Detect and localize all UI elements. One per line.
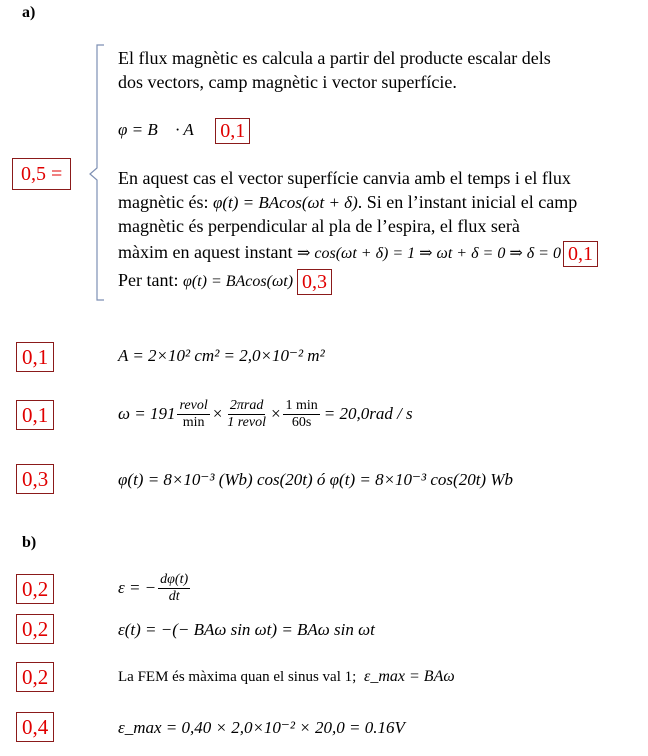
eq-emf-max-val: ε_max = 0,40 × 2,0×10⁻² × 20,0 = 0.16V (118, 718, 405, 737)
omega-f3-num: 1 min (285, 397, 318, 413)
eq-omega: ω = 191 $\frac{\text{revol}}{\min}$ × $\frac{\text{2πrad}}{\text{1 revol}}$ × $\frac{1 \min}{60s}$ = 20,0rad / s (118, 397, 413, 430)
emf-def-lhs: ε = − (118, 578, 157, 597)
eq-area: A = 2×10² cm² = 2,0×10⁻² m² (118, 346, 325, 365)
omega-frac-3 (283, 398, 319, 431)
para2-line3: magnètic és perpendicular al pla de l’espira, el flux serà (118, 216, 520, 236)
para2-line4-a: màxim en aquest instant (118, 242, 297, 262)
score-emf-t: 0,2 (16, 614, 54, 644)
para2-line2-eq: φ(t) = BAcos(ωt + δ) (212, 193, 358, 212)
para2-line5-eq: φ(t) = BAcos(ωt) (183, 273, 294, 290)
score-delta: 0,1 (563, 241, 598, 267)
para2-line1: En aquest cas el vector superfície canvia amb el temps i el flux (118, 168, 571, 188)
section-b-label: b) (22, 534, 37, 551)
score-emf-def: 0,2 (16, 574, 54, 604)
omega-lhs: ω = 191 (118, 404, 176, 423)
emf-max-text-line (118, 668, 455, 686)
eq-emf-def (118, 566, 192, 610)
emf-max-text: La FEM és màxima quan el sinus val 1; (118, 669, 357, 685)
eq-emf-t: ε(t) = −(− BAω sin ωt) = BAω sin ωt (118, 620, 375, 639)
para2-line2-a: magnètic és: (118, 192, 213, 212)
para2-line2-b: . Si en l’instant inicial el camp (357, 192, 578, 212)
omega-f3-den: 60s (291, 414, 312, 430)
eq-phi-t: φ(t) = 8×10⁻³ (Wb) cos(20t) ó φ(t) = 8×10⁻³ cos(20t) Wb (118, 470, 513, 489)
para2-line4-eq: ⇒ cos(ωt + δ) = 1 ⇒ ωt + δ = 0 ⇒ δ = 0 (296, 245, 561, 262)
omega-frac-1 (177, 398, 209, 431)
omega-rhs: = 20,0rad / s (323, 404, 413, 423)
para1-line1: El flux magnètic es calcula a partir del producte escalar dels (118, 48, 551, 68)
emf-def-num: dφ(t) (160, 571, 189, 587)
omega-f1-den: min (182, 414, 205, 430)
score-eq-flux: 0,1 (215, 118, 250, 144)
score-emf-max-val: 0,4 (16, 712, 54, 742)
score-emf-max-text: 0,2 (16, 662, 54, 692)
brace-icon (86, 44, 106, 302)
emf-max-eq: ε_max = BAω (364, 668, 455, 685)
para2-line2 (118, 190, 577, 215)
para2-line4 (118, 240, 598, 267)
score-phi: 0,3 (297, 269, 332, 295)
eq-flux (118, 118, 250, 144)
score-phi-t: 0,3 (16, 464, 54, 494)
para2-line5-a: Per tant: (118, 270, 183, 290)
section-a-label: a) (22, 4, 36, 21)
para1-line2: dos vectors, camp magnètic i vector superfície. (118, 72, 457, 92)
omega-f2-num: 2πrad (229, 397, 264, 413)
eq-flux-text: φ = B⃗ · A⃗ (118, 120, 208, 139)
para2-line5 (118, 268, 332, 295)
score-area: 0,1 (16, 342, 54, 372)
omega-frac-2 (225, 398, 268, 431)
score-box-main: 0,5 = (12, 158, 71, 190)
emf-def-frac (158, 572, 190, 605)
omega-f1-num: revol (179, 397, 208, 413)
score-omega: 0,1 (16, 400, 54, 430)
emf-def-den: dt (168, 588, 180, 604)
omega-f2-den: 1 revol (227, 414, 266, 430)
